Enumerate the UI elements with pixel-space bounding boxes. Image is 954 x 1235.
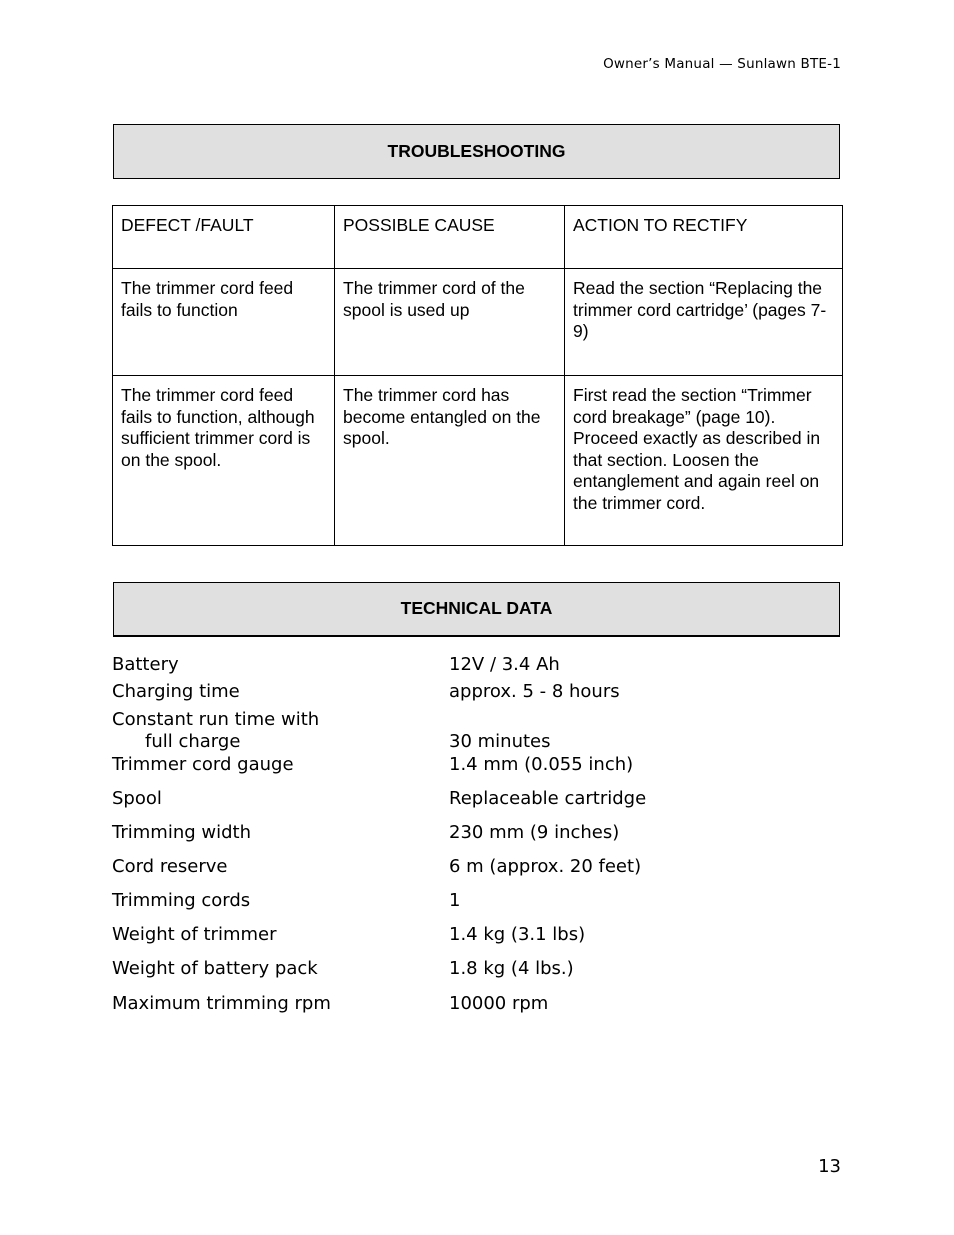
- spec-value: 230 mm (9 inches): [449, 822, 620, 843]
- action-cell: Read the section “Replacing the trimmer cord cartridge’ (pages 7-9): [565, 269, 843, 376]
- defect-cell: The trimmer cord feed fails to function: [113, 269, 335, 376]
- spec-label: Weight of trimmer: [112, 924, 277, 945]
- spec-label: Spool: [112, 788, 162, 809]
- spec-value: 6 m (approx. 20 feet): [449, 856, 642, 877]
- troubleshooting-title: TROUBLESHOOTING: [113, 124, 840, 179]
- spec-value: 12V / 3.4 Ah: [449, 654, 560, 675]
- troubleshooting-table: [112, 205, 843, 546]
- spec-label: Weight of battery pack: [112, 958, 318, 979]
- spec-value: approx. 5 - 8 hours: [449, 681, 620, 702]
- spec-label: Constant run time with: [112, 709, 320, 730]
- spec-label-continued: full charge: [145, 731, 241, 752]
- technical-data-title: TECHNICAL DATA: [113, 582, 840, 637]
- table-row: [113, 269, 843, 376]
- table-row: [113, 376, 843, 546]
- spec-label: Maximum trimming rpm: [112, 993, 331, 1014]
- column-header-action: ACTION TO RECTIFY: [565, 206, 843, 269]
- spec-value: 1: [449, 890, 461, 911]
- spec-value: 1.8 kg (4 lbs.): [449, 958, 574, 979]
- spec-value: 10000 rpm: [449, 993, 549, 1014]
- column-header-cause: POSSIBLE CAUSE: [335, 206, 565, 269]
- running-header: Owner’s Manual — Sunlawn BTE-1: [603, 56, 841, 72]
- spec-value: Replaceable cartridge: [449, 788, 647, 809]
- column-header-defect: DEFECT /FAULT: [113, 206, 335, 269]
- spec-label: Trimming width: [112, 822, 251, 843]
- spec-value: 30 minutes: [449, 731, 551, 752]
- spec-label: Trimmer cord gauge: [112, 754, 294, 775]
- spec-label: Trimming cords: [112, 890, 251, 911]
- defect-cell: The trimmer cord feed fails to function, although sufficient trimmer cord is on the spool.: [113, 376, 335, 546]
- spec-value: 1.4 mm (0.055 inch): [449, 754, 634, 775]
- cause-cell: The trimmer cord has become entangled on the spool.: [335, 376, 565, 546]
- spec-value: 1.4 kg (3.1 lbs): [449, 924, 586, 945]
- action-cell: First read the section “Trimmer cord breakage” (page 10). Proceed exactly as described in that section. Loosen the entanglement and again reel on the trimmer cord.: [565, 376, 843, 546]
- cause-cell: The trimmer cord of the spool is used up: [335, 269, 565, 376]
- spec-label: Charging time: [112, 681, 240, 702]
- spec-label: Cord reserve: [112, 856, 228, 877]
- page-number: 13: [818, 1156, 841, 1177]
- table-header-row: [113, 206, 843, 269]
- spec-label: Battery: [112, 654, 179, 675]
